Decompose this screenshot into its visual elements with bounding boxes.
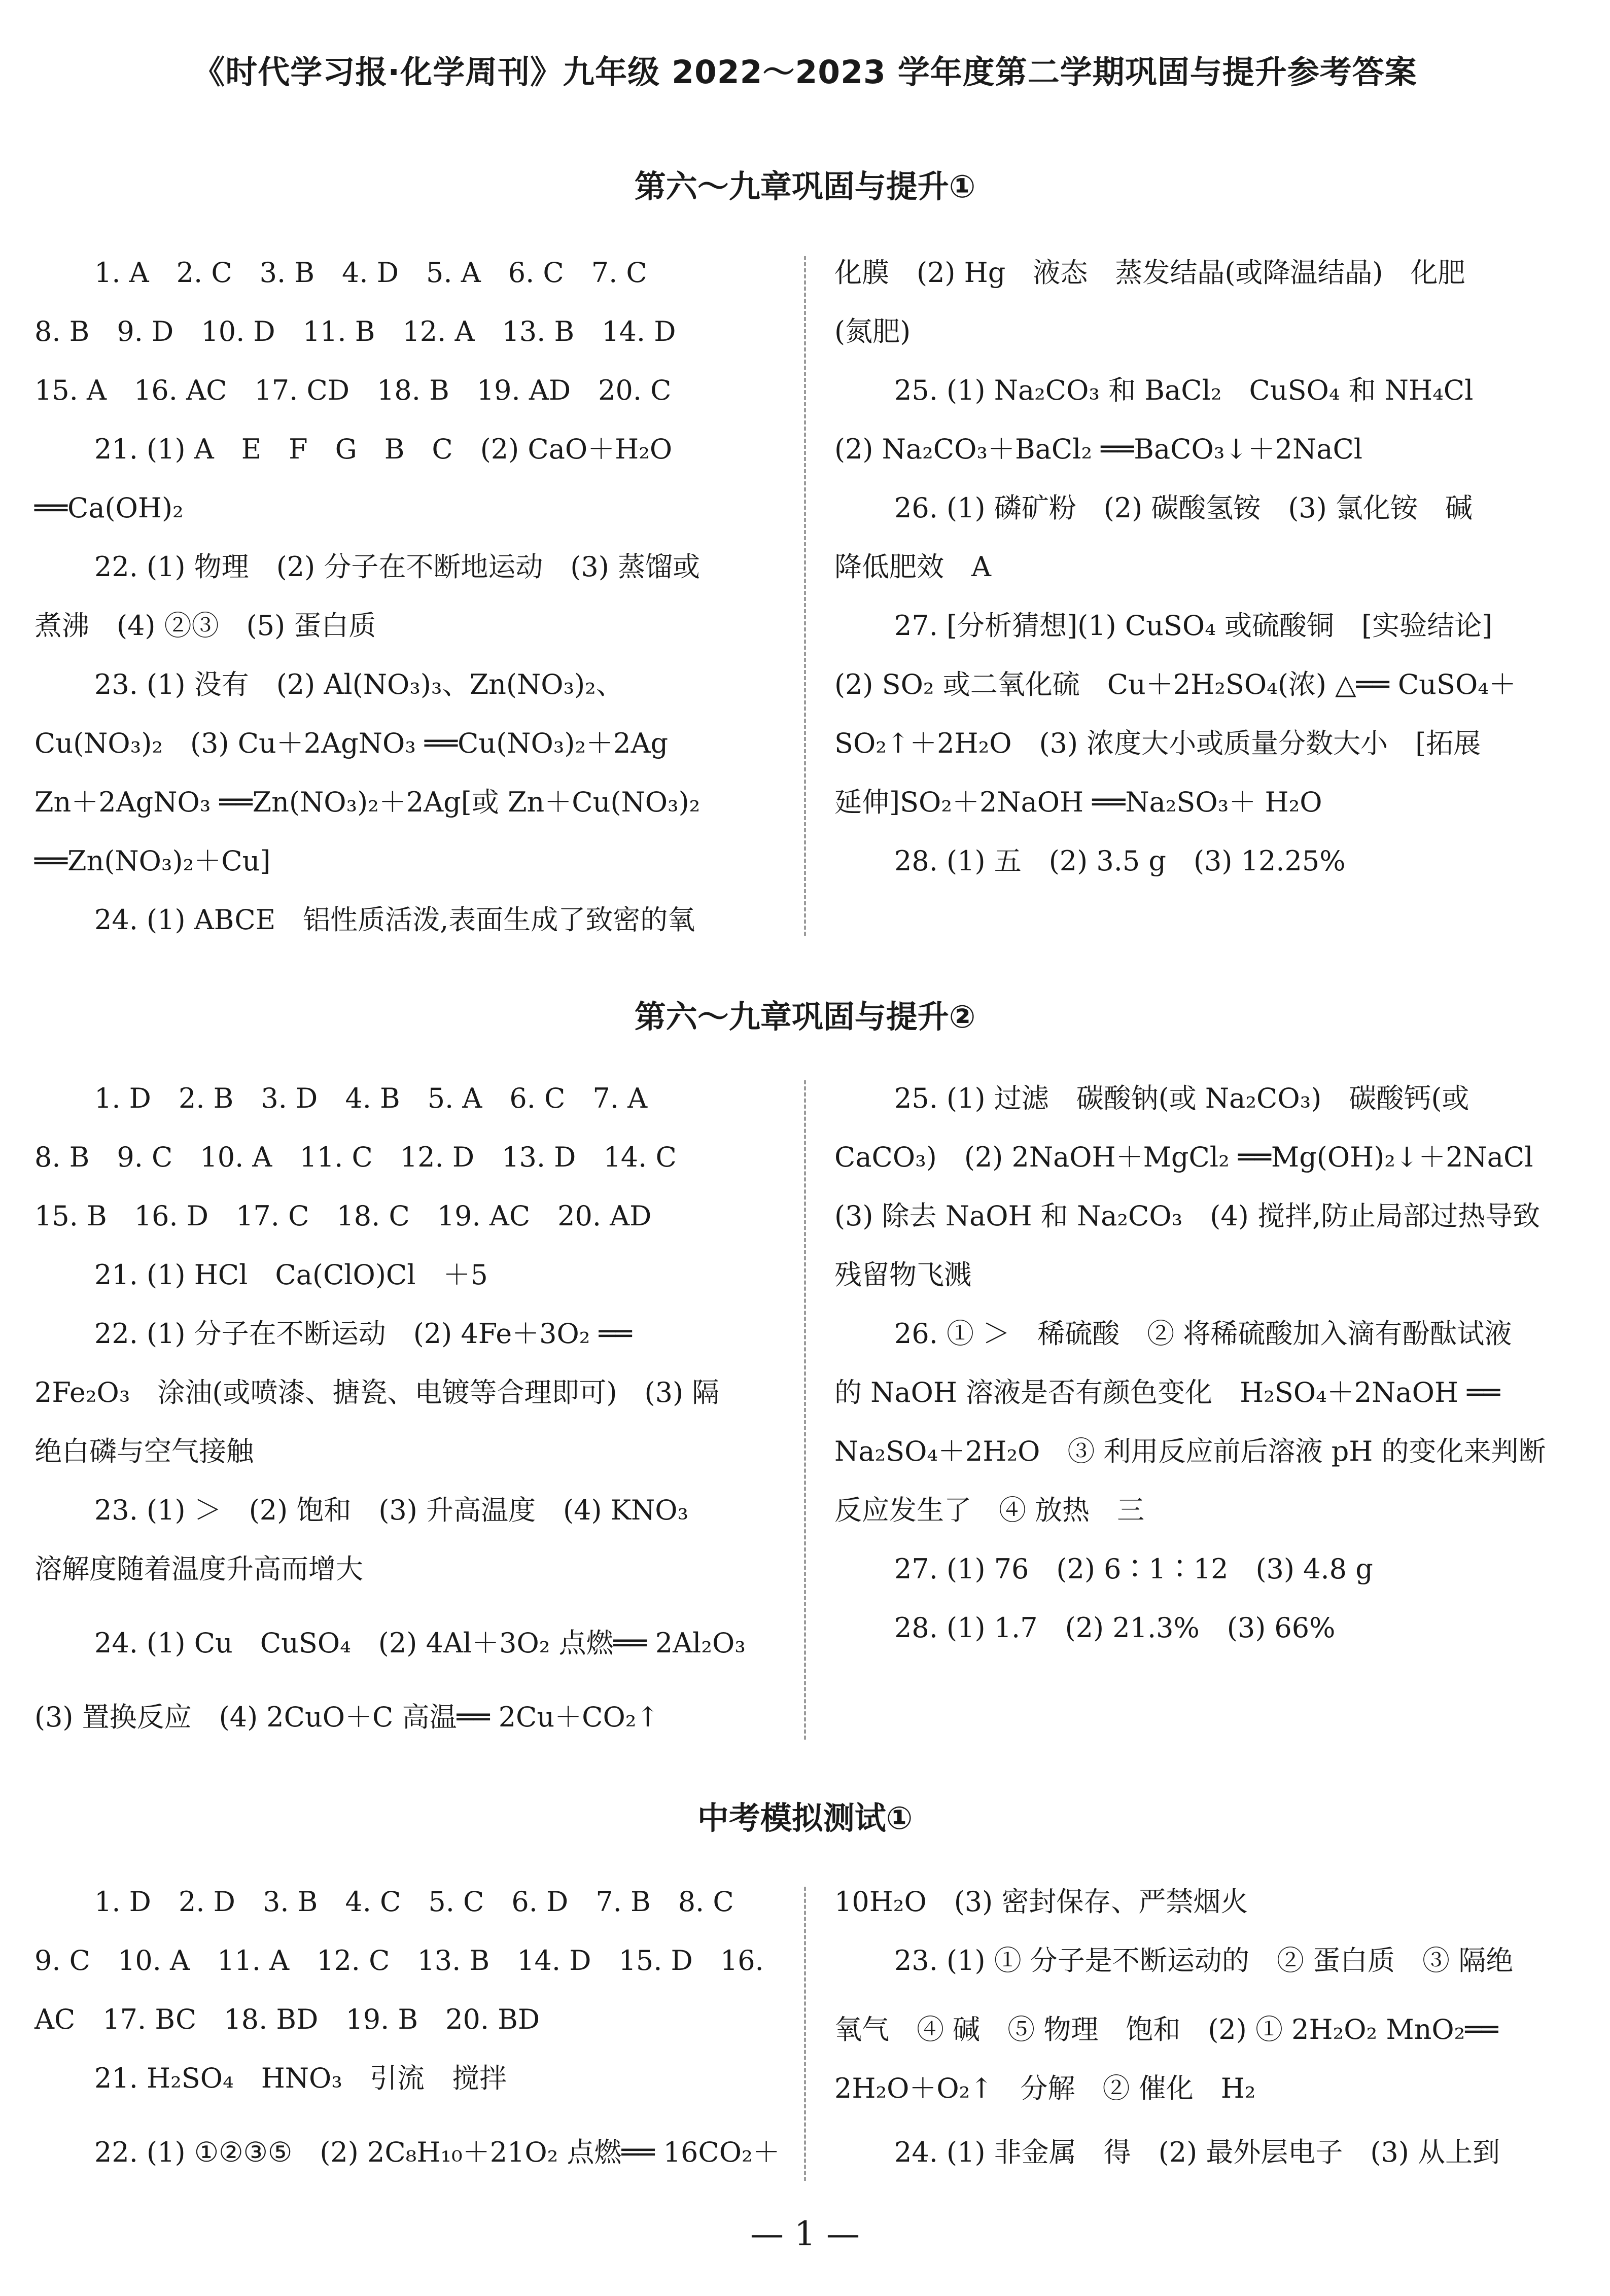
answer-line: (2) SO₂ 或二氧化硫 Cu＋2H₂SO₄(浓) △══ CuSO₄＋ [834,668,1516,700]
column-divider [804,1080,806,1740]
answer-line: 22. (1) ①②③⑤ (2) 2C₈H₁₀＋21O₂ 点燃══ 16CO₂＋ [94,2136,780,2168]
answer-line: 煮沸 (4) ②③ (5) 蛋白质 [34,610,376,642]
column-divider [804,1887,806,2181]
section-title: 第六～九章巩固与提升① [634,168,976,205]
answer-line: 反应发生了 ④ 放热 三 [834,1494,1145,1526]
answer-line: (3) 除去 NaOH 和 Na₂CO₃ (4) 搅拌,防止局部过热导致 [834,1200,1541,1232]
answer-line: 27. [分析猜想](1) CuSO₄ 或硫酸铜 [实验结论] [894,610,1493,642]
answer-line: 8. B 9. C 10. A 11. C 12. D 13. D 14. C [34,1141,677,1173]
answer-line: 23. (1) 没有 (2) Al(NO₃)₃、Zn(NO₃)₂、 [94,668,623,700]
answer-line: 24. (1) 非金属 得 (2) 最外层电子 (3) 从上到 [894,2136,1500,2168]
section-1-right-column [834,243,1580,891]
section-title: 第六～九章巩固与提升② [634,998,976,1035]
answer-line: 氧气 ④ 碱 ⑤ 物理 饱和 (2) ① 2H₂O₂ MnO₂══ [834,2014,1498,2045]
page-number: — 1 — [750,2214,860,2253]
answer-line: ══Ca(OH)₂ [34,492,184,524]
answer-line: 15. A 16. AC 17. CD 18. B 19. AD 20. C [34,374,672,406]
answer-line: (2) Na₂CO₃＋BaCl₂ ══BaCO₃↓＋2NaCl [834,433,1363,465]
column-divider [804,256,806,936]
answer-line: 21. (1) HCl Ca(ClO)Cl ＋5 [94,1259,488,1291]
answer-line: AC 17. BC 18. BD 19. B 20. BD [34,2003,540,2035]
answer-line: 22. (1) 分子在不断运动 (2) 4Fe＋3O₂ ══ [94,1318,632,1350]
answer-line: 15. B 16. D 17. C 18. C 19. AC 20. AD [34,1200,652,1232]
answer-line: 绝白磷与空气接触 [34,1435,254,1467]
answer-line: Na₂SO₄＋2H₂O ③ 利用反应前后溶液 pH 的变化来判断 [834,1435,1546,1467]
answer-line: 22. (1) 物理 (2) 分子在不断地运动 (3) 蒸馏或 [94,551,701,583]
answer-line: 27. (1) 76 (2) 6∶1∶12 (3) 4.8 g [894,1553,1373,1585]
answer-line: 的 NaOH 溶液是否有颜色变化 H₂SO₄＋2NaOH ══ [834,1376,1500,1408]
answer-line: 延伸]SO₂＋2NaOH ══Na₂SO₃＋ H₂O [834,786,1322,818]
answer-line: 1. A 2. C 3. B 4. D 5. A 6. C 7. C [94,257,647,289]
answer-line: 溶解度随着温度升高而增大 [34,1553,363,1585]
answer-line: (3) 置换反应 (4) 2CuO＋C 高温══ 2Cu＋CO₂↑ [34,1701,659,1733]
answer-line: (氮肥) [834,315,911,347]
answer-line: 降低肥效 A [834,551,991,583]
answer-line: 28. (1) 五 (2) 3.5 g (3) 12.25% [894,845,1346,877]
answer-line: CaCO₃) (2) 2NaOH＋MgCl₂ ══Mg(OH)₂↓＋2NaCl [834,1141,1533,1173]
section-1-left-column [34,243,795,949]
answer-line: 2Fe₂O₃ 涂油(或喷漆、搪瓷、电镀等合理即可) (3) 隔 [34,1376,720,1408]
section-title: 中考模拟测试① [697,1799,913,1836]
answer-line: ══Zn(NO₃)₂＋Cu] [34,845,271,877]
answer-line: 26. ① ＞ 稀硫酸 ② 将稀硫酸加入滴有酚酞试液 [894,1318,1512,1350]
answer-line: 26. (1) 磷矿粉 (2) 碳酸氢铵 (3) 氯化铵 碱 [894,492,1473,524]
answer-line: 1. D 2. D 3. B 4. C 5. C 6. D 7. B 8. C [94,1886,734,1918]
answer-line: 28. (1) 1.7 (2) 21.3% (3) 66% [894,1612,1336,1644]
answer-line: 化膜 (2) Hg 液态 蒸发结晶(或降温结晶) 化肥 [834,257,1465,289]
answer-line: 8. B 9. D 10. D 11. B 12. A 13. B 14. D [34,315,676,347]
document-title: 《时代学习报·化学周刊》九年级 2022～2023 学年度第二学期巩固与提升参考答案 [193,54,1417,91]
answer-line: 25. (1) 过滤 碳酸钠(或 Na₂CO₃) 碳酸钙(或 [894,1082,1469,1114]
answer-line: 9. C 10. A 11. A 12. C 13. B 14. D 15. D 16. [34,1945,764,1976]
section-2-left-column [34,1069,795,1747]
section-3-left-column [34,1873,795,2182]
section-2-right-column [834,1069,1580,1657]
answer-line: 21. H₂SO₄ HNO₃ 引流 搅拌 [94,2062,507,2094]
answer-line: 残留物飞溅 [834,1259,971,1291]
section-3-right-column [834,1873,1580,2182]
answer-line: 1. D 2. B 3. D 4. B 5. A 6. C 7. A [94,1082,648,1114]
answer-line: Cu(NO₃)₂ (3) Cu＋2AgNO₃ ══Cu(NO₃)₂＋2Ag [34,727,669,759]
answer-line: 24. (1) ABCE 铝性质活泼,表面生成了致密的氧 [94,904,695,936]
answer-line: 10H₂O (3) 密封保存、严禁烟火 [834,1886,1248,1918]
answer-line: 23. (1) ＞ (2) 饱和 (3) 升高温度 (4) KNO₃ [94,1494,689,1526]
answer-line: 23. (1) ① 分子是不断运动的 ② 蛋白质 ③ 隔绝 [894,1945,1514,1976]
answer-line: Zn＋2AgNO₃ ══Zn(NO₃)₂＋2Ag[或 Zn＋Cu(NO₃)₂ [34,786,701,818]
answer-line: 24. (1) Cu CuSO₄ (2) 4Al＋3O₂ 点燃══ 2Al₂O₃ [94,1627,746,1659]
answer-line: 21. (1) A E F G B C (2) CaO＋H₂O [94,433,673,465]
answer-line: SO₂↑＋2H₂O (3) 浓度大小或质量分数大小 [拓展 [834,727,1481,759]
answer-line: 2H₂O＋O₂↑ 分解 ② 催化 H₂ [834,2072,1256,2104]
answer-line: 25. (1) Na₂CO₃ 和 BaCl₂ CuSO₄ 和 NH₄Cl [894,374,1474,406]
